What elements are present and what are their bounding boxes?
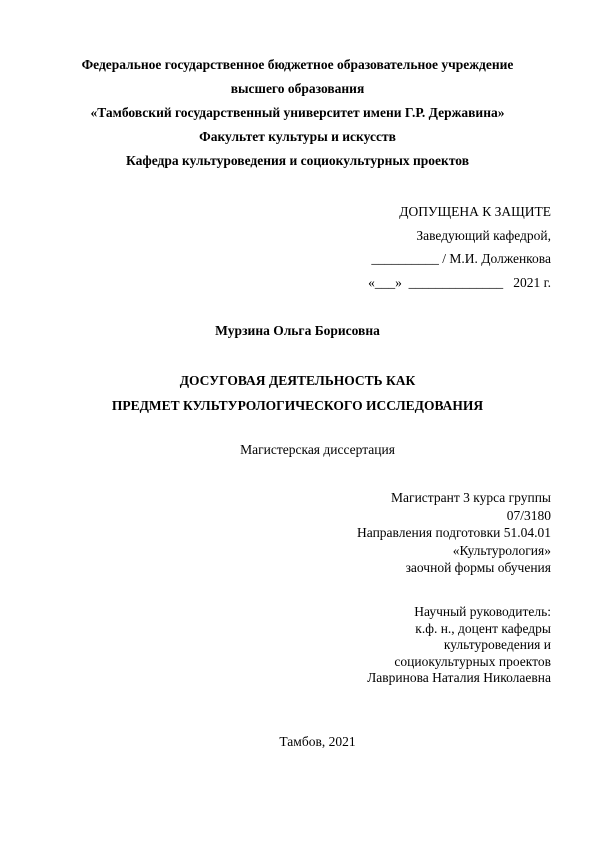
approval-date-line: «___» ______________ 2021 г. (368, 274, 551, 290)
supervisor-heading: Научный руководитель: (414, 604, 551, 619)
supervisor-info (367, 604, 551, 687)
approval-position: Заведующий кафедрой, (416, 227, 551, 243)
thesis-title-line: ПРЕДМЕТ КУЛЬТУРОЛОГИЧЕСКОГО ИССЛЕДОВАНИЯ (111, 398, 484, 413)
faculty-name: Факультет культуры и искусств (199, 129, 396, 144)
student-study-form: заочной формы обучения (405, 560, 551, 575)
work-type: Магистерская диссертация (240, 442, 395, 457)
student-program: «Культурология» (452, 542, 551, 558)
department-name: Кафедра культуроведения и социокультурных проектов (126, 153, 469, 168)
supervisor-degree: к.ф. н., доцент кафедры (415, 620, 551, 636)
thesis-title (0, 368, 595, 418)
education-level: высшего образования (230, 81, 365, 96)
institution-type: Федеральное государственное бюджетное образовательное учреждение (81, 57, 514, 72)
supervisor-department: социокультурных проектов (394, 653, 551, 669)
student-info (357, 489, 551, 577)
city-year: Тамбов, 2021 (279, 734, 356, 749)
approval-signature-line: __________ / М.И. Долженкова (371, 251, 551, 266)
student-group: 07/3180 (506, 507, 551, 523)
university-name: «Тамбовский государственный университет имени Г.Р. Державина» (90, 105, 505, 120)
student-course: Магистрант 3 курса группы (391, 490, 551, 505)
student-direction: Направления подготовки 51.04.01 (357, 525, 551, 540)
author-name: Мурзина Ольга Борисовна (215, 323, 380, 338)
thesis-title-line: ДОСУГОВАЯ ДЕЯТЕЛЬНОСТЬ КАК (179, 373, 416, 388)
supervisor-name: Лавринова Наталия Николаевна (367, 670, 551, 685)
approval-block (368, 200, 551, 294)
approval-heading: ДОПУЩЕНА К ЗАЩИТЕ (399, 204, 551, 219)
institution-header (0, 53, 595, 173)
supervisor-department: культуроведения и (443, 637, 551, 652)
